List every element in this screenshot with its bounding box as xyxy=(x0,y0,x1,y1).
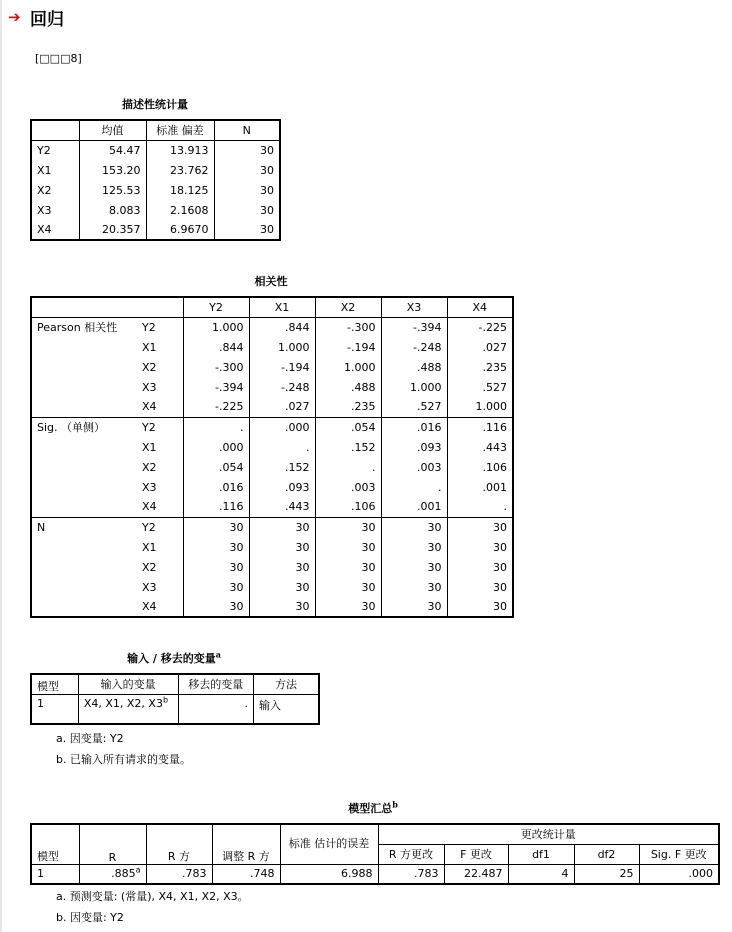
cell: -.225 xyxy=(183,397,249,417)
header-cell: F 更改 xyxy=(444,844,508,864)
cell: 30 xyxy=(447,557,513,577)
header-cell: R xyxy=(79,824,146,864)
section-title: 回归 xyxy=(30,9,64,30)
cell: 1.000 xyxy=(249,337,315,357)
desc-stats-title[interactable]: 描述性统计量 xyxy=(122,98,188,111)
table-row xyxy=(31,577,513,597)
cell: 30 xyxy=(214,180,280,200)
cell xyxy=(79,864,146,884)
table-row xyxy=(31,497,513,517)
cell: 30 xyxy=(381,537,447,557)
cell: .527 xyxy=(447,377,513,397)
row-label: X3 xyxy=(142,380,157,394)
cell: 30 xyxy=(214,140,280,160)
correlations-title[interactable]: 相关性 xyxy=(254,275,288,288)
cell: 6.988 xyxy=(280,864,378,884)
table-row xyxy=(31,694,319,724)
cell: .783 xyxy=(146,864,212,884)
vars-entered-title-text: 输入 / 移去的变量 xyxy=(127,652,216,665)
footnote-marker: b xyxy=(392,799,398,810)
cell: .027 xyxy=(249,397,315,417)
cell: .054 xyxy=(315,417,381,437)
group-label xyxy=(31,577,137,597)
cell: 30 xyxy=(183,537,249,557)
cell: 1.000 xyxy=(447,397,513,417)
header-cell: 模型 xyxy=(31,824,79,864)
group-label xyxy=(31,457,137,477)
cell: . xyxy=(249,437,315,457)
cell: .488 xyxy=(315,377,381,397)
cell: -.225 xyxy=(447,317,513,337)
table-row xyxy=(31,160,280,180)
header-cell: X2 xyxy=(315,297,381,317)
table-row xyxy=(31,357,513,377)
group-label xyxy=(31,377,137,397)
cell: 30 xyxy=(315,597,381,617)
cell: 1 xyxy=(37,867,44,881)
cell: 30 xyxy=(183,577,249,597)
header-cell xyxy=(31,297,137,317)
row-label: Y2 xyxy=(37,143,51,157)
cell: -.248 xyxy=(381,337,447,357)
cell: 20.357 xyxy=(79,220,146,240)
entered-vars: X4, X1, X2, X3 xyxy=(83,696,163,710)
cell: -.300 xyxy=(315,317,381,337)
table-row xyxy=(31,317,513,337)
header-cell: X3 xyxy=(381,297,447,317)
group-header-cell: 更改统计量 xyxy=(378,824,719,844)
cell: 4 xyxy=(508,864,574,884)
group-label xyxy=(31,497,137,517)
cell: 30 xyxy=(249,597,315,617)
table-header-row xyxy=(31,674,319,694)
cell: 8.083 xyxy=(79,200,146,220)
cell: .488 xyxy=(381,357,447,377)
header-cell: 输入的变量 xyxy=(78,674,178,694)
header-cell: df1 xyxy=(508,844,574,864)
table-row xyxy=(31,557,513,577)
group-label xyxy=(31,337,137,357)
cell: .116 xyxy=(447,417,513,437)
row-label: X2 xyxy=(37,183,52,197)
row-label: X4 xyxy=(142,600,157,613)
cell: .000 xyxy=(249,417,315,437)
header-cell: 标准 偏差 xyxy=(146,120,214,140)
cell: 1 xyxy=(37,696,44,710)
table-row xyxy=(31,397,513,417)
cell: .054 xyxy=(183,457,249,477)
cell: .106 xyxy=(315,497,381,517)
desc-stats-table[interactable] xyxy=(30,119,281,241)
group-label xyxy=(31,397,137,417)
cell: 30 xyxy=(315,577,381,597)
cell: .235 xyxy=(315,397,381,417)
right-arrow-icon[interactable]: ➔ xyxy=(8,8,21,26)
table-row xyxy=(31,200,280,220)
header-cell: R 方更改 xyxy=(378,844,444,864)
table-row xyxy=(31,180,280,200)
cell: 18.125 xyxy=(146,180,214,200)
row-label: Y2 xyxy=(137,517,183,537)
group-label: N xyxy=(31,517,137,537)
cell: .003 xyxy=(315,477,381,497)
table-row xyxy=(31,517,513,537)
cell: 30 xyxy=(381,517,447,537)
cell: 54.47 xyxy=(79,140,146,160)
table-header-row xyxy=(31,297,513,317)
cell: 30 xyxy=(447,597,513,617)
cell: 1.000 xyxy=(315,357,381,377)
cell: .016 xyxy=(381,417,447,437)
cell: 2.1608 xyxy=(146,200,214,220)
cell: . xyxy=(315,457,381,477)
cell: 13.913 xyxy=(146,140,214,160)
cell: . xyxy=(183,417,249,437)
cell: .016 xyxy=(183,477,249,497)
dataset-label: [□□□8] xyxy=(35,52,82,65)
cell: .003 xyxy=(381,457,447,477)
table-row xyxy=(31,220,280,240)
table-row xyxy=(31,377,513,397)
row-label: X2 xyxy=(142,560,157,574)
row-label: X3 xyxy=(142,480,157,494)
cell: . xyxy=(447,497,513,517)
cell: 30 xyxy=(214,220,280,240)
cell: .093 xyxy=(249,477,315,497)
cell: .093 xyxy=(381,437,447,457)
row-label: X3 xyxy=(37,203,52,217)
cell: 30 xyxy=(447,537,513,557)
header-cell: 均值 xyxy=(79,120,146,140)
table-row xyxy=(31,457,513,477)
cell: 30 xyxy=(381,597,447,617)
cell: -.194 xyxy=(315,337,381,357)
table-row xyxy=(31,537,513,557)
footnote-marker: b xyxy=(162,694,169,704)
cell: 30 xyxy=(183,557,249,577)
cell: .844 xyxy=(249,317,315,337)
table-row xyxy=(31,597,513,617)
cell: 25 xyxy=(574,864,639,884)
row-label: X3 xyxy=(142,580,157,594)
r-value: .885 xyxy=(111,867,136,881)
cell: 30 xyxy=(381,557,447,577)
header-cell: 移去的变量 xyxy=(178,674,254,694)
cell: 23.762 xyxy=(146,160,214,180)
cell: 30 xyxy=(214,160,280,180)
footnote: a. 预测变量: (常量), X4, X1, X2, X3。 xyxy=(56,890,249,903)
cell: .527 xyxy=(381,397,447,417)
table-header-row xyxy=(31,824,719,844)
table-row xyxy=(31,417,513,437)
header-cell: df2 xyxy=(574,844,639,864)
cell: 30 xyxy=(249,577,315,597)
cell: 30 xyxy=(447,517,513,537)
cell: 30 xyxy=(447,577,513,597)
cell: .443 xyxy=(249,497,315,517)
cell: -.194 xyxy=(249,357,315,377)
cell: .443 xyxy=(447,437,513,457)
row-label: Y2 xyxy=(137,417,183,437)
cell: -.300 xyxy=(183,357,249,377)
header-cell: 标准 估计的误差 xyxy=(280,824,378,864)
footnote: b. 已输入所有请求的变量。 xyxy=(56,753,191,766)
cell: .152 xyxy=(249,457,315,477)
cell: 输入 xyxy=(254,694,319,724)
footnote-marker: a xyxy=(215,649,221,660)
row-label: X4 xyxy=(142,400,157,414)
cell: .748 xyxy=(212,864,280,884)
row-label: X4 xyxy=(142,500,157,514)
row-label: X2 xyxy=(142,460,157,474)
cell: .106 xyxy=(447,457,513,477)
cell: 30 xyxy=(315,517,381,537)
cell: .027 xyxy=(447,337,513,357)
header-cell: R 方 xyxy=(146,824,212,864)
footnote: a. 因变量: Y2 xyxy=(56,732,124,745)
cell: 30 xyxy=(315,537,381,557)
group-label xyxy=(31,437,137,457)
correlations-table[interactable] xyxy=(30,296,514,618)
header-cell: Sig. F 更改 xyxy=(639,844,719,864)
row-label: X4 xyxy=(37,223,52,236)
table-row xyxy=(31,437,513,457)
left-border xyxy=(0,0,2,932)
header-cell: 调整 R 方 xyxy=(212,824,280,864)
header-cell: Y2 xyxy=(183,297,249,317)
header-cell xyxy=(31,120,79,140)
cell: 30 xyxy=(214,200,280,220)
cell: -.248 xyxy=(249,377,315,397)
table-header-row xyxy=(31,120,280,140)
row-label: Y2 xyxy=(142,320,156,334)
cell: .116 xyxy=(183,497,249,517)
group-label xyxy=(31,597,137,617)
model-summary-title[interactable] xyxy=(30,800,716,816)
group-label xyxy=(31,357,137,377)
section-heading xyxy=(8,6,64,28)
cell: 22.487 xyxy=(444,864,508,884)
cell: 1.000 xyxy=(381,377,447,397)
cell: -.394 xyxy=(381,317,447,337)
model-summary-table[interactable] xyxy=(30,823,720,885)
cell: 153.20 xyxy=(79,160,146,180)
cell: 30 xyxy=(249,557,315,577)
table-row xyxy=(31,337,513,357)
cell: . xyxy=(178,694,254,724)
cell: . xyxy=(381,477,447,497)
footnote: b. 因变量: Y2 xyxy=(56,911,124,924)
cell: 30 xyxy=(249,517,315,537)
cell: 30 xyxy=(381,577,447,597)
header-cell: X1 xyxy=(249,297,315,317)
cell xyxy=(78,694,178,724)
cell: .000 xyxy=(183,437,249,457)
row-label: X1 xyxy=(37,163,52,177)
group-label xyxy=(31,477,137,497)
cell: 30 xyxy=(183,517,249,537)
cell: .844 xyxy=(183,337,249,357)
cell: 30 xyxy=(315,557,381,577)
row-label: X2 xyxy=(142,360,157,374)
table-row xyxy=(31,477,513,497)
vars-entered-table[interactable] xyxy=(30,673,320,725)
cell: .152 xyxy=(315,437,381,457)
header-cell: X4 xyxy=(447,297,513,317)
cell: 6.9670 xyxy=(146,220,214,240)
group-label xyxy=(31,557,137,577)
cell: 30 xyxy=(249,537,315,557)
cell: -.394 xyxy=(183,377,249,397)
row-label: X1 xyxy=(142,340,157,354)
row-label: X1 xyxy=(142,540,157,554)
row-label: X1 xyxy=(142,440,157,454)
table-row xyxy=(31,140,280,160)
cell: .000 xyxy=(639,864,719,884)
vars-entered-title[interactable] xyxy=(30,650,318,666)
cell: 125.53 xyxy=(79,180,146,200)
header-cell: N xyxy=(214,120,280,140)
header-cell: 方法 xyxy=(254,674,319,694)
footnote-marker: a xyxy=(135,865,141,875)
header-cell xyxy=(137,297,183,317)
cell: 1.000 xyxy=(183,317,249,337)
group-label: Pearson 相关性 xyxy=(37,321,118,335)
cell: .001 xyxy=(447,477,513,497)
group-label xyxy=(31,537,137,557)
cell: 30 xyxy=(183,597,249,617)
table-row xyxy=(31,864,719,884)
cell: .001 xyxy=(381,497,447,517)
model-summary-title-text: 模型汇总 xyxy=(348,802,393,815)
cell: .783 xyxy=(378,864,444,884)
cell: .235 xyxy=(447,357,513,377)
group-label: Sig. （单侧） xyxy=(31,417,137,437)
header-cell: 模型 xyxy=(31,674,78,694)
